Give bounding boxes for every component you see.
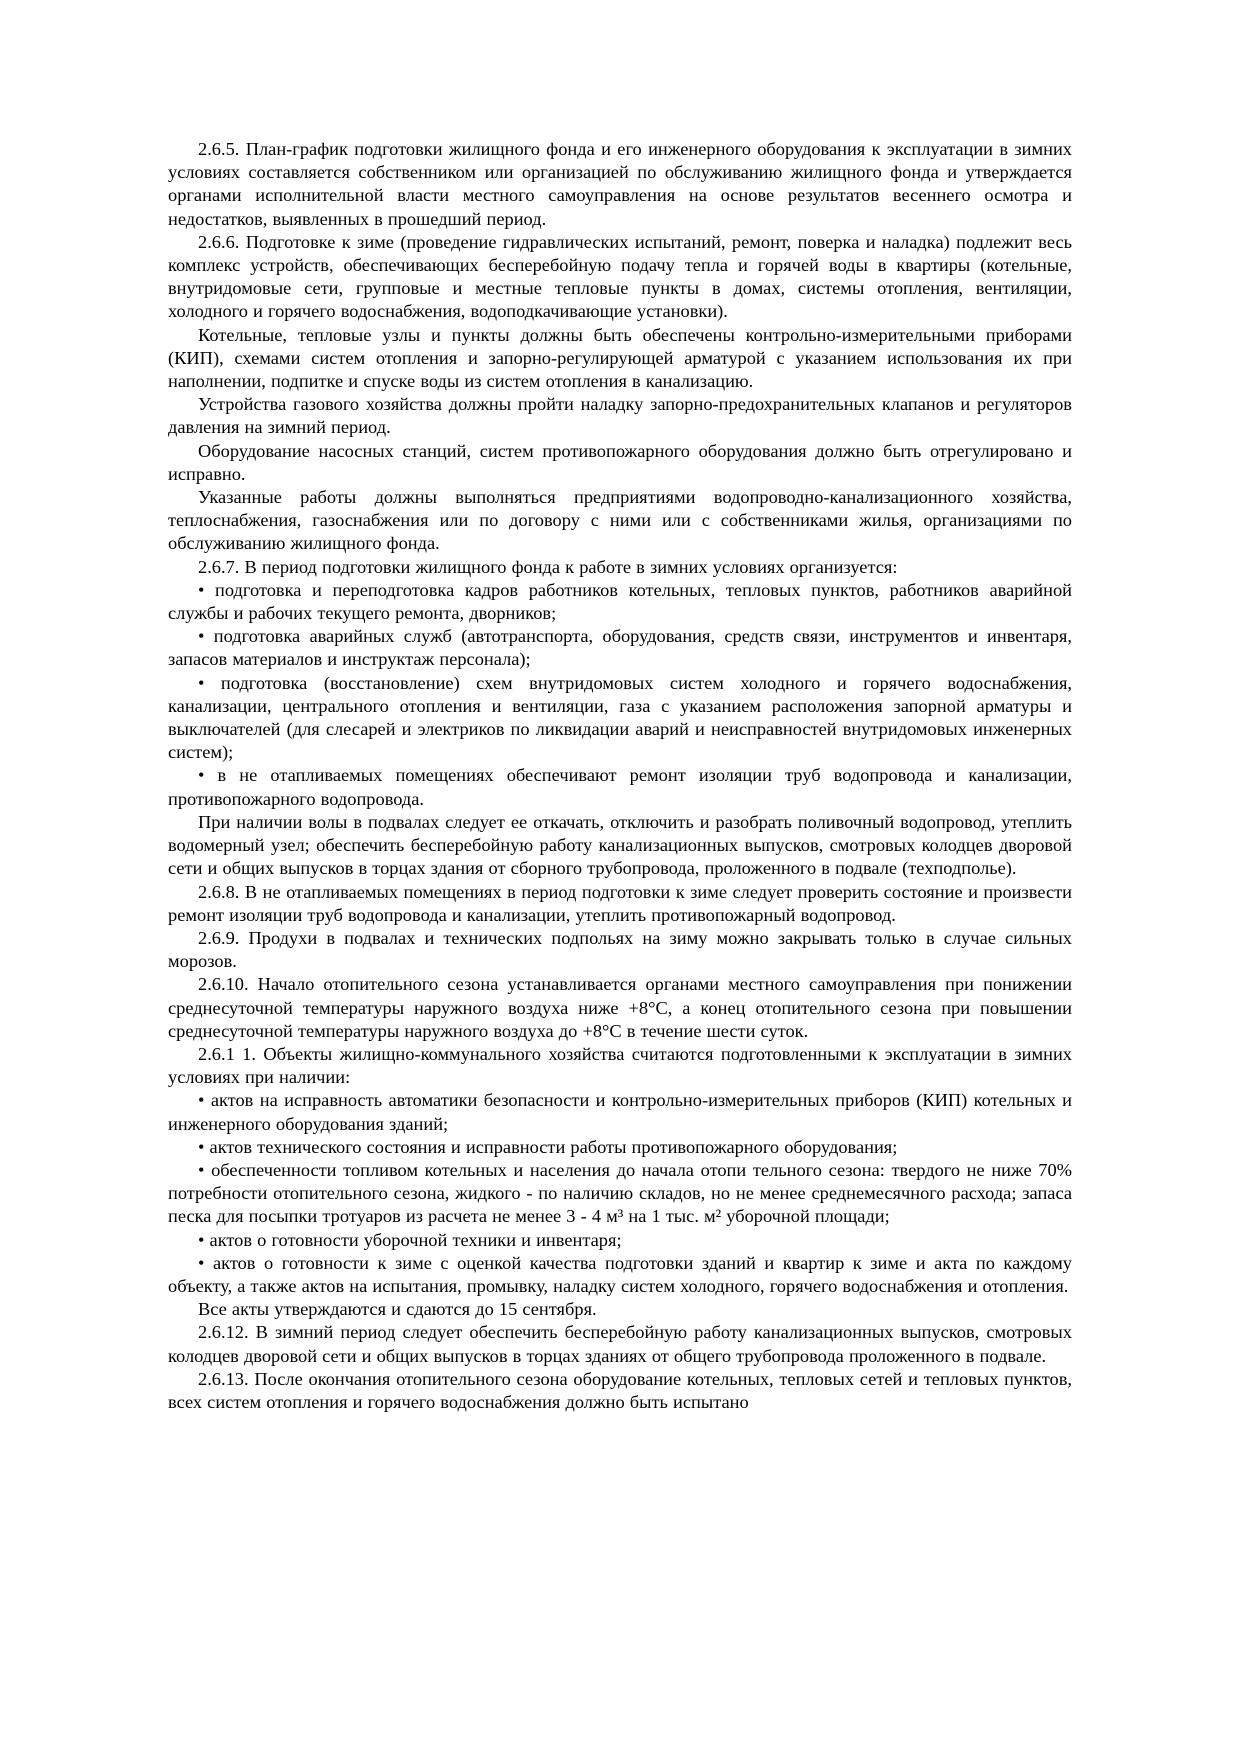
paragraph: 2.6.9. Продухи в подвалах и технических подпольях на зиму можно закрывать только в случае сильных морозов.	[168, 927, 1072, 972]
paragraph: Все акты утверждаются и сдаются до 15 сентября.	[198, 1299, 597, 1320]
paragraph: Котельные, тепловые узлы и пункты должны быть обеспечены контрольно-измерительными приборами (КИП), схемами систем отопления и запорно-регулирующей арматурой с указанием использования их при наполнении, подпитке и спуске воды из систем отопления в канализацию.	[168, 324, 1072, 392]
paragraph: 2.6.5. План-график подготовки жилищного фонда и его инженерного оборудования к эксплуатации в зимних условиях составляется собственником или организацией по обслуживанию жилищного фонда и утверждается органами исполнительной власти местного самоуправления на основе результатов весеннего осмотра и недостатков, выявленных в прошедший период.	[168, 139, 1072, 229]
paragraph: Устройства газового хозяйства должны пройти наладку запорно-предохранительных клапанов и регуляторов давления на зимний период.	[168, 394, 1072, 438]
paragraph: 2.6.12. В зимний период следует обеспечить бесперебойную работу канализационных выпусков, смотровых колодцев дворовой сети и общих выпусков в торцах зданиях от общего трубопровода проложенного в подвале.	[168, 1322, 1072, 1366]
paragraph: • актов о готовности уборочной техники и инвентаря;	[198, 1229, 622, 1250]
paragraph: 2.6.10. Начало отопительного сезона устанавливается органами местного самоуправления при понижении среднесуточной температуры наружного воздуха ниже +8°С, а конец отопительного сезона при повышении среднесуточной температуры наружного воздуха до +8°С в течение шести суток.	[168, 974, 1072, 1041]
paragraph: 2.6.6. Подготовке к зиме (проведение гидравлических испытаний, ремонт, поверка и наладка) подлежит весь комплекс устройств, обеспечивающих бесперебойную подачу тепла и горячей воды в квартиры (котельные, внутридомовые сети, групповые и местные тепловые пункты в домах, системы отопления, вентиляции, холодного и горячего водоснабжения, водоподкачивающие установки).	[168, 231, 1072, 322]
paragraph: Оборудование насосных станций, систем противопожарного оборудования должно быть отрегулировано и исправно.	[168, 440, 1072, 484]
paragraph: 2.6.7. В период подготовки жилищного фонда к работе в зимних условиях организуется:	[198, 556, 898, 577]
paragraph: 2.6.13. После окончания отопительного сезона оборудование котельных, тепловых сетей и тепловых пунктов, всех систем отопления и горячего водоснабжения должно быть испытано	[168, 1368, 1072, 1412]
paragraph: • в не отапливаемых помещениях обеспечивают ремонт изоляции труб водопровода и канализации, противопожарного водопровода.	[168, 765, 1072, 809]
paragraph: 2.6.1 1. Объекты жилищно-коммунального хозяйства считаются подготовленными к эксплуатации в зимних условиях при наличии:	[168, 1043, 1072, 1088]
paragraph: • актов технического состояния и исправности работы противопожарного оборудования;	[198, 1136, 898, 1157]
paragraph: • актов на исправность автоматики безопасности и контрольно-измерительных приборов (КИП) котельных и инженерного оборудования зданий;	[168, 1090, 1072, 1134]
paragraph: Указанные работы должны выполняться предприятиями водопроводно-канализационного хозяйства, теплоснабжения, газоснабжения или по договору с ними или с собственниками жилья, организациями по обслуживанию жилищного фонда.	[168, 487, 1072, 554]
paragraph: • подготовка (восстановление) схем внутридомовых систем холодного и горячего водоснабжения, канализации, центрального отопления и вентиляции, газа с указанием расположения запорной арматуры и выключателей (для слесарей и электриков по ликвидации аварий и неисправностей внутридомовых инженерных систем);	[168, 672, 1072, 763]
paragraph: • актов о готовности к зиме с оценкой качества подготовки зданий и квартир к зиме и акта по каждому объекту, а также актов на испытания, промывку, наладку систем холодного, горячего водоснабжения и отопления.	[168, 1252, 1072, 1296]
document-body	[168, 138, 1072, 1414]
paragraph: 2.6.8. В не отапливаемых помещениях в период подготовки к зиме следует проверить состояние и произвести ремонт изоляции труб водопровода и канализации, утеплить противопожарный водопровод.	[168, 881, 1072, 925]
paragraph: • подготовка и переподготовка кадров работников котельных, тепловых пунктов, работников аварийной службы и рабочих текущего ремонта, дворников;	[168, 579, 1072, 624]
paragraph: При наличии волы в подвалах следует ее откачать, отключить и разобрать поливочный водопровод, утеплить водомерный узел; обеспечить бесперебойную работу канализационных выпусков, смотровых колодцев дворовой сети и общих выпусков в торцах здания от сборного трубопровода, проложенного в подвале (техподполье).	[168, 811, 1072, 879]
paragraph: • подготовка аварийных служб (автотранспорта, оборудования, средств связи, инструментов и инвентаря, запасов материалов и инструктаж персонала);	[168, 626, 1072, 670]
paragraph: • обеспеченности топливом котельных и населения до начала отопи тельного сезона: твердого не ниже 70% потребности отопительного сезона, жидкого - по наличию складов, но не менее среднемесячного расхода; запаса песка для посыпки тротуаров из расчета не менее 3 - 4 м³ на 1 тыс. м² уборочной площади;	[168, 1159, 1072, 1227]
